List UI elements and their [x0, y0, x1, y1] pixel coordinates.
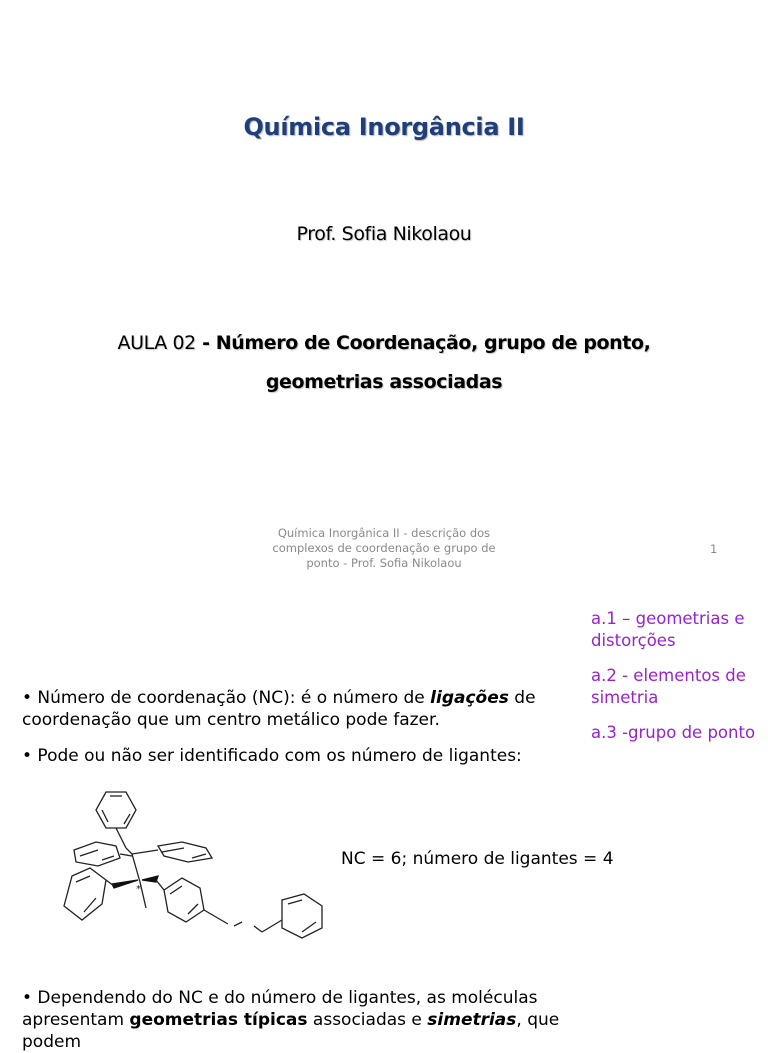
- sidebar-item-geometrias: a.1 – geometrias e distorções: [591, 609, 745, 650]
- sidebar-item-simetria: a.2 - elementos de simetria: [591, 666, 746, 707]
- bullet-coordination-number: [22, 687, 582, 731]
- molecule-structure-image: [50, 780, 340, 950]
- bullet3-simetrias: simetrias: [427, 1010, 517, 1030]
- bullet3-geometrias: geometrias típicas: [129, 1010, 308, 1030]
- footer-line-3: ponto - Prof. Sofia Nikolaou: [306, 556, 462, 570]
- coordination-number-label: NC = 6; número de ligantes = 4: [341, 849, 614, 869]
- sidebar-item-grupo-ponto: a.3 -grupo de ponto: [591, 723, 756, 742]
- lesson-title: [40, 324, 728, 402]
- lesson-title-line-1: [40, 324, 728, 363]
- bullet3-text-a: • Dependendo do NC e do número de ligantes, as moléculas apresentam: [22, 988, 538, 1030]
- footer-line-2: complexos de coordenação e grupo de: [272, 541, 496, 555]
- topic-sidebar: [591, 608, 768, 757]
- footer-line-1: Química Inorgânica II - descrição dos: [277, 526, 491, 540]
- page-number: 1: [710, 542, 718, 556]
- slide-footer: [268, 526, 500, 571]
- lesson-dash: -: [195, 332, 216, 354]
- lesson-prefix: AULA 02: [117, 332, 196, 354]
- bullet1-emphasis: ligações: [430, 688, 509, 708]
- lesson-topic-part-1: Número de Coordenação, grupo de ponto,: [215, 332, 651, 354]
- svg-text:*: *: [136, 884, 141, 895]
- lesson-title-line-2: [40, 363, 728, 402]
- bullet-geometries: [22, 987, 622, 1053]
- author-name: Prof. Sofia Nikolaou: [296, 223, 472, 245]
- bullet1-text-b: de coordenação que um centro metálico pode fazer.: [22, 688, 536, 730]
- bullet-ligand-count: • Pode ou não ser identificado com os número de ligantes:: [22, 746, 522, 766]
- lesson-topic-part-2: geometrias associadas: [265, 371, 503, 393]
- bullet1-text-a: • Número de coordenação (NC): é o número de: [22, 688, 431, 708]
- bullet3-text-e: , que podem: [22, 1010, 560, 1052]
- bullet3-text-c: associadas e: [307, 1010, 428, 1030]
- slide-title: Química Inorgância II: [243, 113, 525, 141]
